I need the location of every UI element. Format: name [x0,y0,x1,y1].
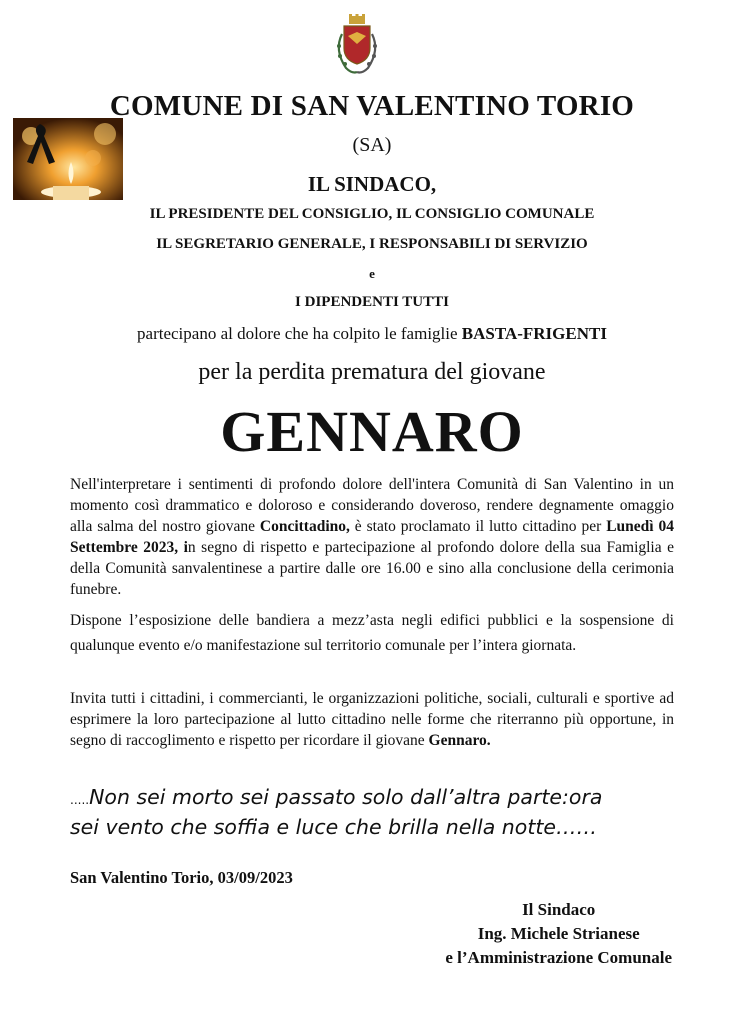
family-names: BASTA-FRIGENTI [461,324,607,343]
p1-bold-date: Lunedì 04 Settembre 2023, i [70,518,675,556]
heading-sindaco: IL SINDACO, [307,172,437,196]
heading-segretario: IL SEGRETARIO GENERALE, I RESPONSABILI DI SERVIZIO [156,236,588,252]
paragraph-proclamation [70,474,674,600]
heading-dipendenti: I DIPENDENTI TUTTI [295,294,449,310]
p1-text-b: è stato proclamato il lutto cittadino per [349,518,607,535]
condolence-line [0,324,744,344]
p3-text: Invita tutti i cittadini, i commercianti, le organizzazioni politiche, sociali, culturali e sportive ad esprimere la loro partecipazione al lutto cittadino nelle forme che riterranno più opportune, in segno di raccoglimento e rispetto per ricordare il giovane [70,690,674,749]
quote-line-1: Non sei morto sei passato solo dall’altra parte:ora [89,785,603,809]
heading-conjunction: e [369,266,375,281]
paragraph-invitation [70,688,674,751]
signature-administration: e l’Amministrazione Comunale [445,948,672,967]
p1-text-c: n segno di rispetto e partecipazione al profondo dolore della sua Famiglia e della Comunità sanvalentinese a partire dalle ore 16.00 e sino alla conclusione della cerimonia funebre. [70,539,674,598]
signature-title: Il Sindaco [522,900,596,919]
coat-of-arms-icon [330,14,384,80]
signature-name: Ing. Michele Strianese [477,924,640,943]
province-label: (SA) [352,134,392,156]
condolence-text: partecipano al dolore che ha colpito le famiglie [137,324,462,343]
deceased-name: GENNARO [220,399,524,464]
loss-line: per la perdita prematura del giovane [198,359,546,385]
memorial-quote [70,784,710,841]
p1-bold-concittadino: Concittadino, [259,518,350,535]
quote-line-2: sei vento che soffia e luce che brilla nella notte…… [70,815,598,839]
page-title: COMUNE DI SAN VALENTINO TORIO [109,90,635,122]
signature-block [445,898,672,970]
place-date: San Valentino Torio, 03/09/2023 [70,868,293,887]
paragraph-flags: Dispone l’esposizione delle bandiera a mezz’asta negli edifici pubblici e la sospensione di qualunque evento e/o manifestazione sul territorio comunale per l’intera giornata. [70,612,674,654]
p1-text-a: Nell'interpretare i sentimenti di profondo dolore dell'intera Comunità di San Valentino in un momento così drammatico e doloroso e considerando doveroso, rendere degnamente omaggio alla salma del nostro giovane [70,476,674,535]
heading-presidente: IL PRESIDENTE DEL CONSIGLIO, IL CONSIGLIO COMUNALE [149,206,595,222]
quote-lead-dots: ..... [70,793,90,807]
p3-bold-name: Gennaro. [428,732,491,749]
